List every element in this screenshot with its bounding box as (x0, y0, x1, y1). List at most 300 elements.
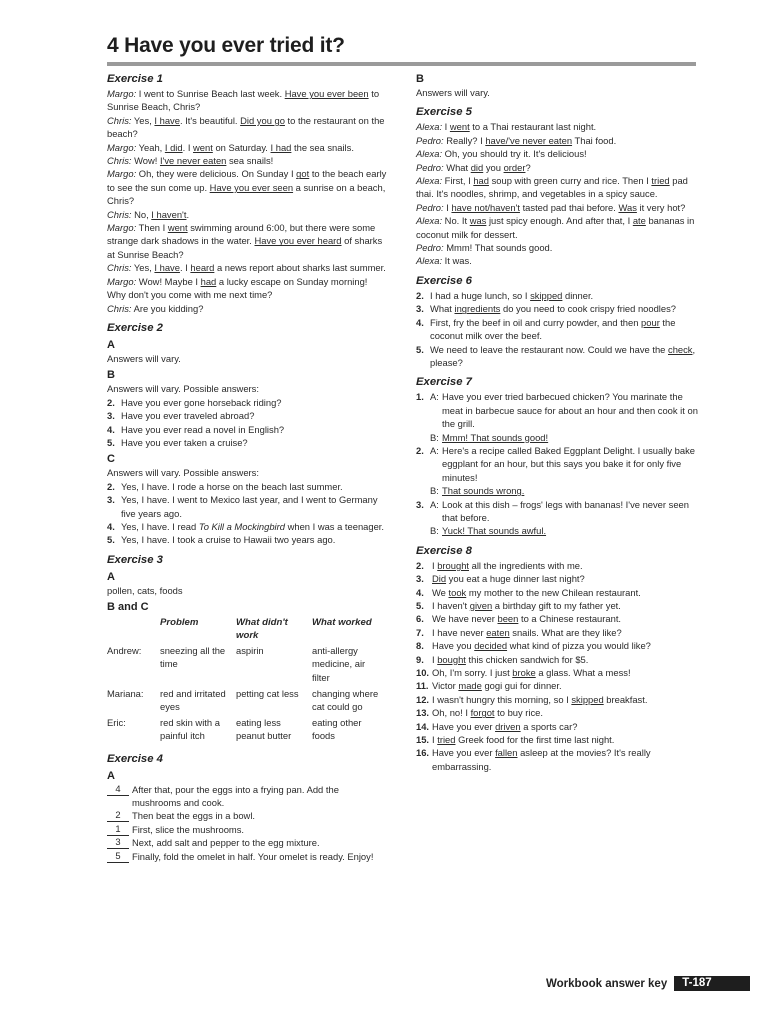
table-cell: red and irritated eyes (160, 687, 226, 712)
text-run: just spicy enough. And after that, I (486, 215, 633, 227)
text-run: It was. (442, 255, 472, 267)
text-run: Are you kidding? (131, 302, 204, 314)
text-run: Yes, I have. I rode a horse on the beach last summer. (121, 480, 343, 492)
table-row (107, 644, 384, 687)
list-item (107, 436, 387, 449)
exercise-7-heading: Exercise 7 (416, 376, 472, 389)
list-item (107, 480, 387, 493)
item-text (432, 639, 698, 652)
text-run: . I (179, 262, 191, 274)
item-number: 1. (416, 391, 424, 403)
answer-text: ingredients (454, 303, 501, 315)
text-run: Oh, they were delicious. On Sunday I (136, 168, 297, 180)
text-run: . I (182, 141, 194, 153)
dialogue-line-a (416, 498, 698, 525)
order-text: After that, pour the eggs into a frying pan. Add the mushrooms and cook. (132, 783, 339, 809)
item-text (432, 693, 698, 706)
table-cell: eating other foods (312, 717, 362, 742)
exercise-4-a-heading: A (107, 769, 115, 782)
exercise-4-b-heading: B (416, 73, 424, 85)
dialogue-line (416, 241, 698, 254)
text-run: the sea snails. (291, 141, 354, 153)
speaker-label: B: (430, 485, 439, 497)
answer-text: tried (437, 734, 456, 746)
list-item (416, 720, 698, 733)
text-run: . It's beautiful. (179, 114, 241, 126)
list-item (107, 396, 387, 409)
speaker-label: Chris: (107, 155, 132, 167)
text-run: Have you (432, 640, 475, 652)
answer-text: Have you ever seen (209, 181, 294, 193)
text-run: Yes, (131, 262, 155, 274)
speaker-label: Alexa: (416, 175, 443, 187)
dialogue-line-b (416, 484, 698, 497)
page-title: 4 Have you ever tried it? (107, 34, 345, 57)
answer-text: driven (495, 720, 521, 732)
text-run: No. It (442, 215, 470, 227)
text-run: Oh, you should try it. It's delicious! (442, 148, 587, 160)
dialogue-line (416, 147, 698, 160)
item-number: 13. (416, 707, 430, 719)
dialogue-text: Have you ever tried barbecued chicken? You marinate the meat in barbecue sauce for about an hour and then cook it on the grill. (442, 391, 698, 430)
text-run: I haven't (432, 600, 470, 611)
item-number: 14. (416, 720, 430, 732)
answer-text: went (449, 121, 470, 133)
answer-text: tried (651, 175, 670, 187)
item-text (121, 533, 387, 546)
item-text: Have you ever taken a cruise? (121, 436, 248, 448)
text-run: We (432, 586, 449, 598)
text-run: a glass. What a mess! (535, 667, 631, 679)
exercise-6-list (416, 289, 698, 369)
item-text (432, 572, 698, 585)
text-run: on Saturday. (212, 141, 271, 153)
item-number: 2. (416, 444, 424, 456)
exercise-3-table (107, 616, 384, 745)
list-item (416, 666, 698, 679)
text-run: of sharks at Sunrise Beach? (107, 235, 383, 260)
speaker-label: B: (430, 525, 439, 537)
dialogue-line-b (416, 524, 698, 537)
dialogue-line (107, 141, 387, 154)
list-item (416, 679, 698, 692)
answer-text: I've never eaten (159, 155, 227, 167)
list-item (416, 626, 698, 639)
text-run: Wow! (131, 155, 160, 167)
answer-text: heard (190, 262, 215, 274)
answer-text: forgot (470, 707, 495, 719)
answer-text: I have (154, 114, 180, 126)
answer-text: fallen (495, 747, 518, 759)
exercise-3-a-heading: A (107, 570, 115, 583)
dialogue-line-b (416, 431, 698, 444)
text-run: you eat a huge dinner last night? (446, 573, 585, 585)
item-number: 5. (416, 343, 424, 355)
exercise-2-heading: Exercise 2 (107, 321, 163, 334)
answer-text: I did (164, 141, 183, 153)
answer-text: brought (437, 559, 470, 571)
table-row (107, 687, 384, 716)
answer-text: went (167, 222, 188, 234)
answer-text: eaten (486, 626, 510, 638)
text-run: ? (525, 161, 531, 173)
text-run: Mmm! That sounds good. (443, 242, 553, 254)
dialogue-line (416, 134, 698, 147)
dialogue-text (442, 484, 698, 497)
speaker-label: B: (430, 431, 439, 443)
item-text (432, 706, 698, 719)
order-item (107, 809, 387, 822)
text-run: Then I (136, 222, 168, 234)
item-number-spacer (416, 484, 430, 497)
answer-text: skipped (530, 289, 563, 301)
text-run: . (186, 208, 190, 220)
table-cell: Andrew: (107, 645, 142, 657)
item-number: 5. (107, 534, 115, 546)
speaker-label: Margo: (107, 168, 137, 180)
text-run: bananas in coconut milk for dessert. (416, 215, 695, 240)
text-run: What (443, 161, 471, 173)
order-item (107, 823, 387, 836)
text-run: Yeah, (136, 141, 165, 153)
speaker-label: Pedro: (416, 134, 444, 146)
item-text (121, 480, 387, 493)
table-header-cell (107, 616, 160, 644)
text-run: We need to leave the restaurant now. Could we have the (430, 343, 668, 355)
item-text (432, 599, 698, 612)
list-item (416, 316, 698, 343)
answer-text: did (470, 161, 484, 173)
exercise-2-c-text: Answers will vary. Possible answers: (107, 467, 259, 479)
order-number: 1 (107, 823, 129, 836)
text-run: First, I (442, 175, 474, 187)
text-run: a birthday gift to my father yet. (492, 600, 621, 611)
exercise-2-b-heading: B (107, 369, 115, 382)
text-run: all the ingredients with me. (469, 559, 583, 571)
answer-text: I haven't (151, 208, 187, 220)
table-header-cell: What worked (312, 617, 372, 629)
dialogue-line-a (416, 390, 698, 430)
item-text (430, 316, 698, 343)
item-text: Have you ever gone horseback riding? (121, 396, 282, 408)
table-header-cell: Problem (160, 617, 199, 629)
exercise-7-list (416, 390, 698, 537)
exercise-8-heading: Exercise 8 (416, 544, 472, 557)
answer-text: Have you ever heard (254, 235, 342, 247)
text-run: Have you ever (432, 747, 496, 759)
answer-text: made (458, 680, 482, 692)
dialogue-line (107, 114, 387, 141)
text-run: snails. What are they like? (509, 626, 622, 638)
text-run: I (443, 201, 452, 213)
text-run: dinner. (562, 289, 594, 301)
order-item (107, 783, 387, 810)
text-run: to Sunrise Beach, Chris? (107, 88, 380, 113)
text-run: a news report about sharks last summer. (214, 262, 386, 274)
list-item (416, 706, 698, 719)
answer-text: have/'ve never eaten (485, 134, 573, 146)
dialogue-text (442, 431, 698, 444)
item-text (432, 666, 698, 679)
item-text (432, 586, 698, 599)
list-item (416, 612, 698, 625)
dialogue-line (416, 214, 698, 241)
table-cell: petting cat less (236, 687, 299, 699)
answer-text: decided (474, 640, 508, 652)
text-run: First, fry the beef in oil and curry powder, and then (430, 316, 642, 328)
item-text (432, 746, 698, 773)
text-run: Oh, no! I (432, 707, 471, 719)
dialogue-line (107, 154, 387, 167)
answer-text: been (497, 613, 519, 625)
text-run: Yes, (131, 114, 155, 126)
dialogue-line (107, 302, 387, 315)
item-number: 12. (416, 693, 430, 705)
list-item (416, 586, 698, 599)
order-text: First, slice the mushrooms. (132, 823, 245, 835)
text-run: it very hot? (636, 201, 686, 213)
exercise-2-c-heading: C (107, 453, 115, 466)
text-run: to the beach early to see the sun come up. (107, 168, 387, 193)
text-run: what kind of pizza you would like? (507, 640, 651, 652)
answer-text: given (469, 600, 493, 611)
item-text (432, 733, 698, 746)
text-run: Oh, I'm sorry. I just (432, 667, 513, 679)
text-run: Thai food. (572, 134, 617, 146)
item-text (121, 520, 387, 533)
exercise-3-a-text: pollen, cats, foods (107, 584, 183, 596)
text-run: Yes, I have. I went to Mexico last year, and I went to Germany five years ago. (121, 494, 378, 519)
speaker-label: Chris: (107, 302, 132, 314)
dialogue-line (107, 87, 387, 114)
answer-text: skipped (571, 693, 604, 705)
speaker-label: Margo: (107, 141, 137, 153)
order-number: 4 (107, 783, 129, 796)
answer-text: Did (432, 573, 447, 585)
item-number: 3. (416, 303, 424, 315)
item-number: 2. (416, 559, 424, 571)
answer-text: broke (512, 667, 536, 679)
speaker-label: Chris: (107, 208, 132, 220)
text-run: gogi gui for dinner. (481, 680, 562, 692)
exercise-3-bc-heading: B and C (107, 601, 149, 614)
list-item (416, 559, 698, 572)
exercise-4-order-list (107, 783, 387, 863)
text-run: I (432, 559, 438, 571)
text-run: Have you ever (432, 720, 496, 732)
answer-text: Was (618, 201, 637, 213)
text-run: soup with green curry and rice. Then I (488, 175, 652, 187)
list-item (416, 746, 698, 773)
list-item (107, 520, 387, 533)
left-column (107, 72, 387, 863)
order-text: Next, add salt and pepper to the egg mixture. (132, 837, 320, 849)
dialogue-line (107, 167, 387, 207)
text-run: breakfast. (603, 693, 648, 705)
dialogue-line (416, 174, 698, 201)
page-footer (546, 976, 750, 991)
dialogue-line (107, 221, 387, 261)
item-number: 3. (416, 498, 424, 510)
table-header-row (107, 616, 384, 644)
speaker-label: Alexa: (416, 148, 443, 160)
item-text: Have you ever read a novel in English? (121, 423, 285, 435)
speaker-label: Alexa: (416, 215, 443, 227)
text-run: my mother to the new Chilean restaurant. (466, 586, 641, 598)
dialogue-line (416, 254, 698, 267)
dialogue-line (416, 161, 698, 174)
answer-text: That sounds wrong. (442, 485, 525, 497)
exercise-5-heading: Exercise 5 (416, 106, 472, 119)
speaker-label: Margo: (107, 275, 137, 287)
exercise-2-a-text: Answers will vary. (107, 352, 181, 364)
list-item (416, 599, 698, 612)
list-item (416, 302, 698, 315)
list-item (416, 653, 698, 666)
text-run: to a Thai restaurant last night. (469, 121, 597, 133)
item-text (432, 612, 698, 625)
text-run: to a Chinese restaurant. (518, 613, 622, 625)
answer-text: got (296, 168, 310, 180)
text-run: do you need to cook crispy fried noodles? (500, 303, 677, 315)
text-run: I have never (432, 626, 487, 638)
speaker-label: Pedro: (416, 242, 444, 254)
list-item (107, 533, 387, 546)
footer-label: Workbook answer key (546, 977, 668, 990)
list-item (416, 343, 698, 370)
exercise-5-dialogue (416, 120, 698, 267)
item-text (432, 679, 698, 692)
item-text (432, 720, 698, 733)
table-cell: eating less peanut butter (236, 717, 292, 742)
dialogue-line (107, 275, 387, 302)
order-text: Then beat the eggs in a bowl. (132, 810, 256, 822)
exercise-1-dialogue (107, 87, 387, 315)
speaker-label: Chris: (107, 262, 132, 274)
table-cell: aspirin (236, 645, 264, 657)
table-cell: changing where cat could go (312, 687, 379, 712)
dialogue-line (107, 208, 387, 221)
dialogue-line (416, 120, 698, 133)
exercise-4-b-text: Answers will vary. (416, 87, 490, 98)
answer-text: Have you ever been (284, 88, 369, 99)
answer-text: order (503, 161, 526, 173)
table-cell: anti-allergy medicine, air filter (312, 645, 366, 683)
text-run: pad thai. It's noodles, shrimp, and vegetables in a spicy sauce. (416, 175, 688, 200)
dialogue-line-a (416, 444, 698, 484)
table-row (107, 716, 384, 745)
dialogue-line (416, 201, 698, 214)
answer-text: check (668, 343, 693, 355)
order-item (107, 836, 387, 849)
item-number: 4. (107, 520, 115, 532)
text-run: What (430, 303, 455, 315)
text-run: Yes, I have. I took a cruise to Hawaii two years ago. (121, 534, 336, 546)
item-number: 4. (107, 423, 115, 435)
list-item (416, 572, 698, 585)
order-item (107, 850, 387, 863)
answer-text: Mmm! That sounds good! (442, 431, 549, 443)
list-item (416, 639, 698, 652)
text-run: , please? (430, 343, 696, 368)
speaker-label: A: (430, 498, 439, 510)
item-text (432, 626, 698, 639)
list-item (416, 733, 698, 746)
item-number-spacer (416, 524, 430, 537)
item-number: 11. (416, 680, 429, 692)
answer-text: ate (632, 215, 646, 227)
item-text (121, 493, 387, 520)
item-number: 4. (416, 586, 424, 598)
exercise-1-heading: Exercise 1 (107, 73, 163, 85)
answer-text: had (473, 175, 489, 187)
text-run: Victor (432, 680, 459, 692)
answer-text: pour (641, 316, 660, 328)
text-run: a lucky escape on Sunday morning! Why don't you come with me next time? (107, 275, 368, 301)
text-run: when I was a teenager. (284, 520, 385, 532)
text-run: I wasn't hungry this morning, so I (432, 693, 572, 705)
item-number: 10. (416, 667, 430, 679)
text-run: a sunrise on a beach, Chris? (107, 181, 386, 207)
text-run: sea snails! (226, 155, 274, 167)
text-run: tasted pad thai before. (519, 201, 619, 213)
item-number: 4. (416, 316, 424, 328)
exercise-2-c-list (107, 480, 387, 547)
speaker-label: Pedro: (416, 161, 444, 173)
exercise-2-a-heading: A (107, 338, 115, 351)
speaker-label: Margo: (107, 222, 137, 234)
dialogue-text: Here's a recipe called Baked Eggplant Delight. I usually bake eggplant for an hour, but this says you bake it for only five minutes! (442, 444, 695, 483)
item-number: 16. (416, 747, 430, 759)
list-item (107, 409, 387, 422)
exercise-6-heading: Exercise 6 (416, 274, 472, 287)
text-run: to the restaurant on the beach? (107, 114, 385, 140)
answer-text: was (469, 215, 487, 227)
item-number-spacer (416, 431, 430, 444)
table-cell: sneezing all the time (160, 645, 226, 670)
answer-text: I had (270, 141, 292, 153)
speaker-label: Margo: (107, 88, 137, 99)
item-number: 3. (107, 410, 115, 422)
answer-text: I have (154, 262, 180, 274)
answer-text: have not/haven't (451, 201, 520, 213)
list-item (416, 693, 698, 706)
item-number: 2. (107, 396, 115, 408)
item-text (430, 289, 698, 302)
order-text: Finally, fold the omelet in half. Your omelet is ready. Enjoy! (132, 850, 374, 862)
text-run: you (483, 161, 504, 173)
order-number: 2 (107, 809, 129, 822)
text-run: this chicken sandwich for $5. (465, 653, 589, 665)
text-run: Really? I (443, 134, 486, 146)
text-run: I (442, 121, 450, 133)
dialogue-line (107, 261, 387, 274)
answer-text: took (448, 586, 467, 598)
text-run: I (432, 653, 438, 665)
right-column (416, 72, 698, 773)
text-run: the coconut milk over the beef. (430, 316, 676, 342)
item-text (430, 302, 698, 315)
order-number: 5 (107, 850, 129, 863)
answer-text: bought (437, 653, 466, 665)
item-number: 8. (416, 640, 424, 652)
exercise-2-b-list (107, 396, 387, 450)
list-item (107, 493, 387, 520)
answer-text: Yuck! That sounds awful. (442, 525, 547, 537)
text-run: asleep at the movies? It's really embarrassing. (432, 747, 651, 772)
text-run: Wow! Maybe I (136, 275, 201, 287)
table-cell: Eric: (107, 717, 126, 729)
